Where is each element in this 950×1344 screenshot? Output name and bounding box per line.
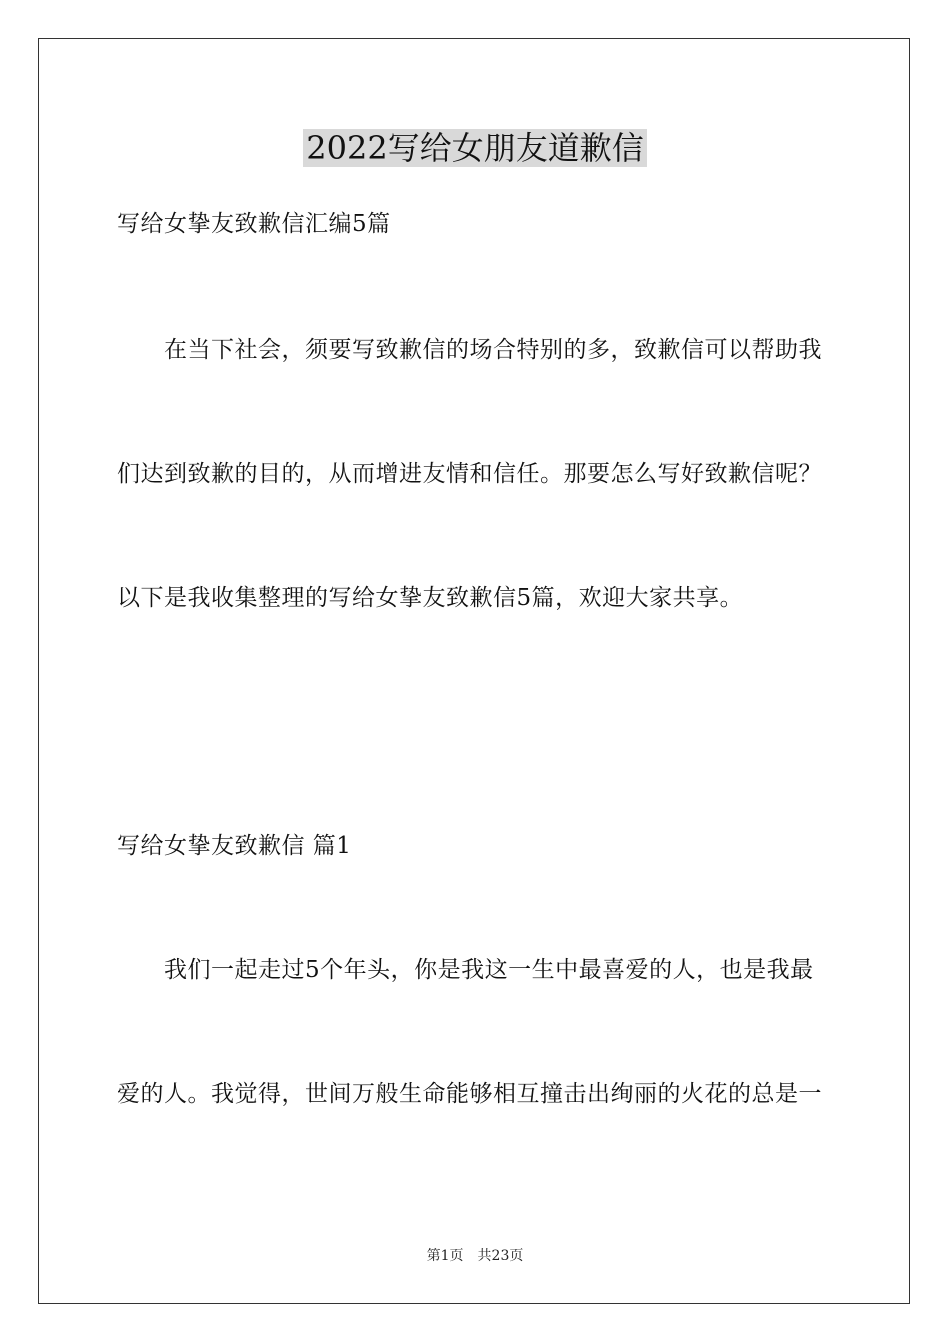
page-number-total: 共23页	[477, 1248, 524, 1264]
section-heading: 写给女挚友致歉信 篇1	[117, 833, 352, 859]
paragraph-line: 我们一起走过5个年头，你是我这一生中最喜爱的人，也是我最	[164, 957, 814, 983]
document-title-text: 2022写给女朋友道歉信	[303, 129, 646, 167]
document-title	[0, 126, 950, 170]
paragraph-line: 以下是我收集整理的写给女挚友致歉信5篇，欢迎大家共享。	[117, 585, 744, 611]
paragraph-line: 们达到致歉的目的，从而增进友情和信任。那要怎么写好致歉信呢？	[117, 461, 822, 487]
page-footer	[0, 1246, 950, 1266]
paragraph-line: 在当下社会，须要写致歉信的场合特别的多，致歉信可以帮助我	[164, 337, 822, 363]
document-subtitle: 写给女挚友致歉信汇编5篇	[117, 211, 391, 237]
paragraph-line: 爱的人。我觉得，世间万般生命能够相互撞击出绚丽的火花的总是一	[117, 1081, 822, 1107]
page-number-current: 第1页	[426, 1248, 464, 1264]
